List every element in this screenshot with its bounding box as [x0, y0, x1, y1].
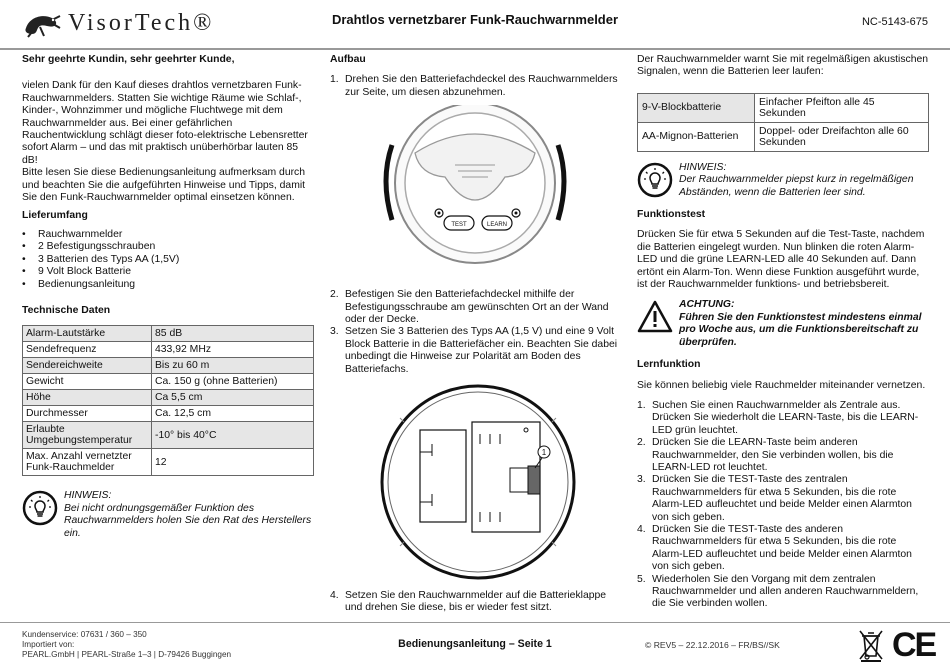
assembly-steps-2	[330, 289, 620, 376]
table-key: Gewicht	[23, 374, 152, 390]
list-item	[637, 574, 929, 611]
learn-button-label: LEARN	[486, 222, 508, 229]
step-text: Suchen Sie einen Rauchwarnmelder als Zentrale aus. Drücken Sie wiederholt die LEARN-Taste, bis die LEARN-LED grün leuchtet.	[652, 399, 919, 436]
assembly-steps-1	[330, 74, 620, 99]
learn-heading: Lernfunktion	[637, 359, 701, 371]
table-value: Ca. 150 g (ohne Batterien)	[152, 374, 314, 390]
scope-heading: Lieferumfang	[22, 210, 88, 222]
list-item	[330, 74, 620, 99]
table-value: 433,92 MHz	[152, 342, 314, 358]
table-key: Erlaubte Umgebungstemperatur	[23, 422, 152, 449]
list-item	[637, 474, 929, 524]
warning-text: Führen Sie den Funktionstest mindestens einmal pro Woche aus, um die Funktionsbereitschaft zu überprüfen.	[679, 311, 922, 348]
table-value: 85 dB	[152, 326, 314, 342]
table-value: Ca. 12,5 cm	[152, 406, 314, 422]
table-row	[23, 390, 314, 406]
table-row	[23, 326, 314, 342]
lightbulb-icon	[637, 162, 673, 198]
list-item	[330, 326, 620, 376]
table-key: Max. Anzahl vernetzter Funk-Rauchmelder	[23, 449, 152, 476]
step-number: 3.	[330, 326, 339, 338]
step-text: Befestigen Sie den Batteriefachdeckel mithilfe der Befestigungsschraube am gewünschten Ort an der Wand oder der Decke.	[345, 289, 609, 326]
callout-label: 1	[541, 448, 547, 458]
brand-logo	[22, 8, 214, 38]
list-item	[330, 590, 620, 615]
step-text: Setzen Sie 3 Batterien des Typs AA (1,5 V) und eine 9 Volt Block Batterie in die Batteriefächer ein. Beachten Sie dabei unbedingt die Hinweise zur Polarität am Boden des Batteriefachs.	[345, 326, 618, 375]
smoke-detector-front-figure	[330, 105, 620, 281]
step-number: 1.	[330, 74, 339, 86]
note-text: Bei nicht ordnungsgemäßer Funktion des Rauchwarnmelders holen Sie den Rat des Herstellers ein.	[64, 502, 312, 539]
assembly-heading: Aufbau	[330, 54, 366, 65]
battery-intro: Der Rauchwarnmelder warnt Sie mit regelmäßigen akustischen Signalen, wenn die Batterien leer laufen:	[637, 54, 929, 78]
table-value: -10° bis 40°C	[152, 422, 314, 449]
page-header	[0, 0, 950, 50]
brand-name: VisorTech®	[68, 9, 215, 36]
importer-address: PEARL.GmbH | PEARL-Straße 1–3 | D-79426 Buggingen	[22, 650, 232, 659]
step-text: Drücken Sie die TEST-Taste des zentralen Rauchwarnmelders für etwa 5 Sekunden, bis die rote Alarm-LED aufleuchtet und beide Melder einen Alarmton von sich geben.	[652, 474, 912, 523]
customer-service: Kundenservice: 07631 / 360 – 350	[22, 630, 147, 639]
gecko-logo-icon	[22, 8, 62, 38]
column-right	[637, 54, 929, 617]
table-value: 12	[152, 449, 314, 476]
list-item: • Rauchwarnmelder	[22, 229, 314, 241]
compliance-marks	[858, 628, 935, 662]
table-row	[638, 122, 929, 151]
document-title: Drahtlos vernetzbarer Funk-Rauchwarnmelder	[331, 12, 619, 27]
battery-compartment-figure	[330, 382, 620, 582]
assembly-steps-3	[330, 590, 620, 615]
table-value: Einfacher Pfeifton alle 45 Sekunden	[755, 93, 929, 122]
greeting: Sehr geehrte Kundin, sehr geehrter Kunde,	[22, 54, 235, 65]
table-key: Höhe	[23, 390, 152, 406]
note-text: Der Rauchwarnmelder piepst kurz in regelmäßigen Abständen, wenn die Batterien leer sind.	[679, 174, 914, 198]
tech-heading: Technische Daten	[22, 304, 111, 316]
table-row	[23, 358, 314, 374]
step-number: 4.	[637, 523, 646, 535]
list-item	[330, 289, 620, 326]
header-divider	[0, 48, 950, 50]
intro-paragraph: vielen Dank für den Kauf dieses drahtlos vernetzbaren Funk-Rauchwarnmelders. Statten Sie wichtige Räume wie Schlaf-, Kinder-, Wohnzimmer und mögliche Fluchtwege mit dem Rauchwarnmelder aus. Bei einer gefährlichen Rauchentwicklung schlägt dieser foto-elektrische Lebensretter sofort Alarm – und das mit praktisch unüberhörbar lauten 85 dB!	[22, 80, 308, 166]
intro-paragraph-2: Bitte lesen Sie diese Bedienungsanleitung aufmerksam durch und beachten Sie die aufgeführten Hinweise und Tipps, damit Sie den Funk-Rauchwarnmelder optimal einsetzen können.	[22, 167, 306, 204]
step-number: 1.	[637, 399, 646, 411]
learn-intro: Sie können beliebig viele Rauchmelder miteinander vernetzen.	[637, 379, 926, 391]
table-row	[23, 449, 314, 476]
function-test-heading: Funktionstest	[637, 209, 706, 221]
weee-bin-icon	[858, 628, 884, 662]
column-middle	[330, 54, 620, 621]
revision-note: © REV5 – 22.12.2016 – FR/BS//SK	[645, 640, 780, 650]
table-row	[638, 93, 929, 122]
tech-table	[22, 325, 314, 476]
step-number: 2.	[637, 437, 646, 449]
product-code: NC-5143-675	[861, 16, 928, 28]
step-number: 2.	[330, 289, 339, 301]
table-row	[23, 342, 314, 358]
warning-icon	[637, 299, 673, 335]
table-key: 9-V-Blockbatterie	[638, 93, 755, 122]
step-text: Setzen Sie den Rauchwarnmelder auf die Batterieklappe und drehen Sie diese, bis er wieder fest sitzt.	[345, 590, 607, 614]
warning-box	[637, 299, 929, 349]
list-item: • 2 Befestigungsschrauben	[22, 241, 314, 253]
note-title: HINWEIS:	[64, 490, 112, 502]
step-number: 5.	[637, 573, 646, 585]
step-number: 3.	[637, 474, 646, 486]
step-text: Wiederholen Sie den Vorgang mit dem zentralen Rauchwarnmelder und allen anderen Rauchwarnmeldern, die Sie verbinden wollen.	[652, 573, 919, 610]
page-label: Bedienungsanleitung – Seite 1	[398, 638, 552, 650]
scope-list	[22, 229, 314, 291]
table-key: Sendereichweite	[23, 358, 152, 374]
list-item: • Bedienungsanleitung	[22, 279, 314, 291]
table-key: Sendefrequenz	[23, 342, 152, 358]
step-text: Drücken Sie die TEST-Taste des anderen Rauchwarnmelders für etwa 5 Sekunden, bis die rote Alarm-LED aufleuchtet und beide Melder einen Alarmton von sich geben.	[652, 523, 912, 573]
list-item	[637, 400, 929, 437]
step-text: Drehen Sie den Batteriefachdeckel des Rauchwarnmelders zur Seite, um diesen abzunehmen.	[345, 74, 618, 98]
learn-steps	[637, 400, 929, 611]
footer-contact	[22, 630, 231, 660]
list-item: • 9 Volt Block Batterie	[22, 266, 314, 278]
warning-title: ACHTUNG:	[679, 299, 735, 311]
note-title: HINWEIS:	[679, 161, 727, 173]
step-number: 4.	[330, 590, 339, 602]
ce-mark-icon: CE	[892, 626, 936, 664]
table-key: Durchmesser	[23, 406, 152, 422]
note-box	[22, 490, 314, 540]
list-item	[637, 437, 929, 474]
battery-table	[637, 93, 929, 152]
list-item	[637, 524, 929, 574]
note-box	[637, 162, 929, 199]
lightbulb-icon	[22, 490, 58, 526]
step-text: Drücken Sie die LEARN-Taste beim anderen Rauchwarnmelder, den Sie verbinden wollen, bis die LEARN-LED rot leuchtet.	[652, 437, 894, 473]
list-item: • 3 Batterien des Typs AA (1,5V)	[22, 254, 314, 266]
table-row	[23, 374, 314, 390]
table-value: Bis zu 60 m	[152, 358, 314, 374]
table-row	[23, 422, 314, 449]
table-row	[23, 406, 314, 422]
function-test-text: Drücken Sie für etwa 5 Sekunden auf die Test-Taste, nachdem die Batterien eingelegt wurden. Nun blinken die roten Alarm-LED und die grüne LEARN-LED alle 40 Sekunden auf. Dann ertönt ein Alarm-Ton. Wenn diese Funktion ausgeführt wurde, ist der Rauchwarnmelder funktions- und betriebsbereit.	[637, 229, 925, 291]
table-value: Ca 5,5 cm	[152, 390, 314, 406]
importer-label: Importiert von:	[22, 640, 75, 649]
table-key: Alarm-Lautstärke	[23, 326, 152, 342]
column-left	[22, 54, 314, 550]
footer-divider	[0, 622, 950, 623]
table-key: AA-Mignon-Batterien	[638, 122, 755, 151]
test-button-label: TEST	[451, 222, 467, 229]
table-value: Doppel- oder Dreifachton alle 60 Sekunden	[755, 122, 929, 151]
